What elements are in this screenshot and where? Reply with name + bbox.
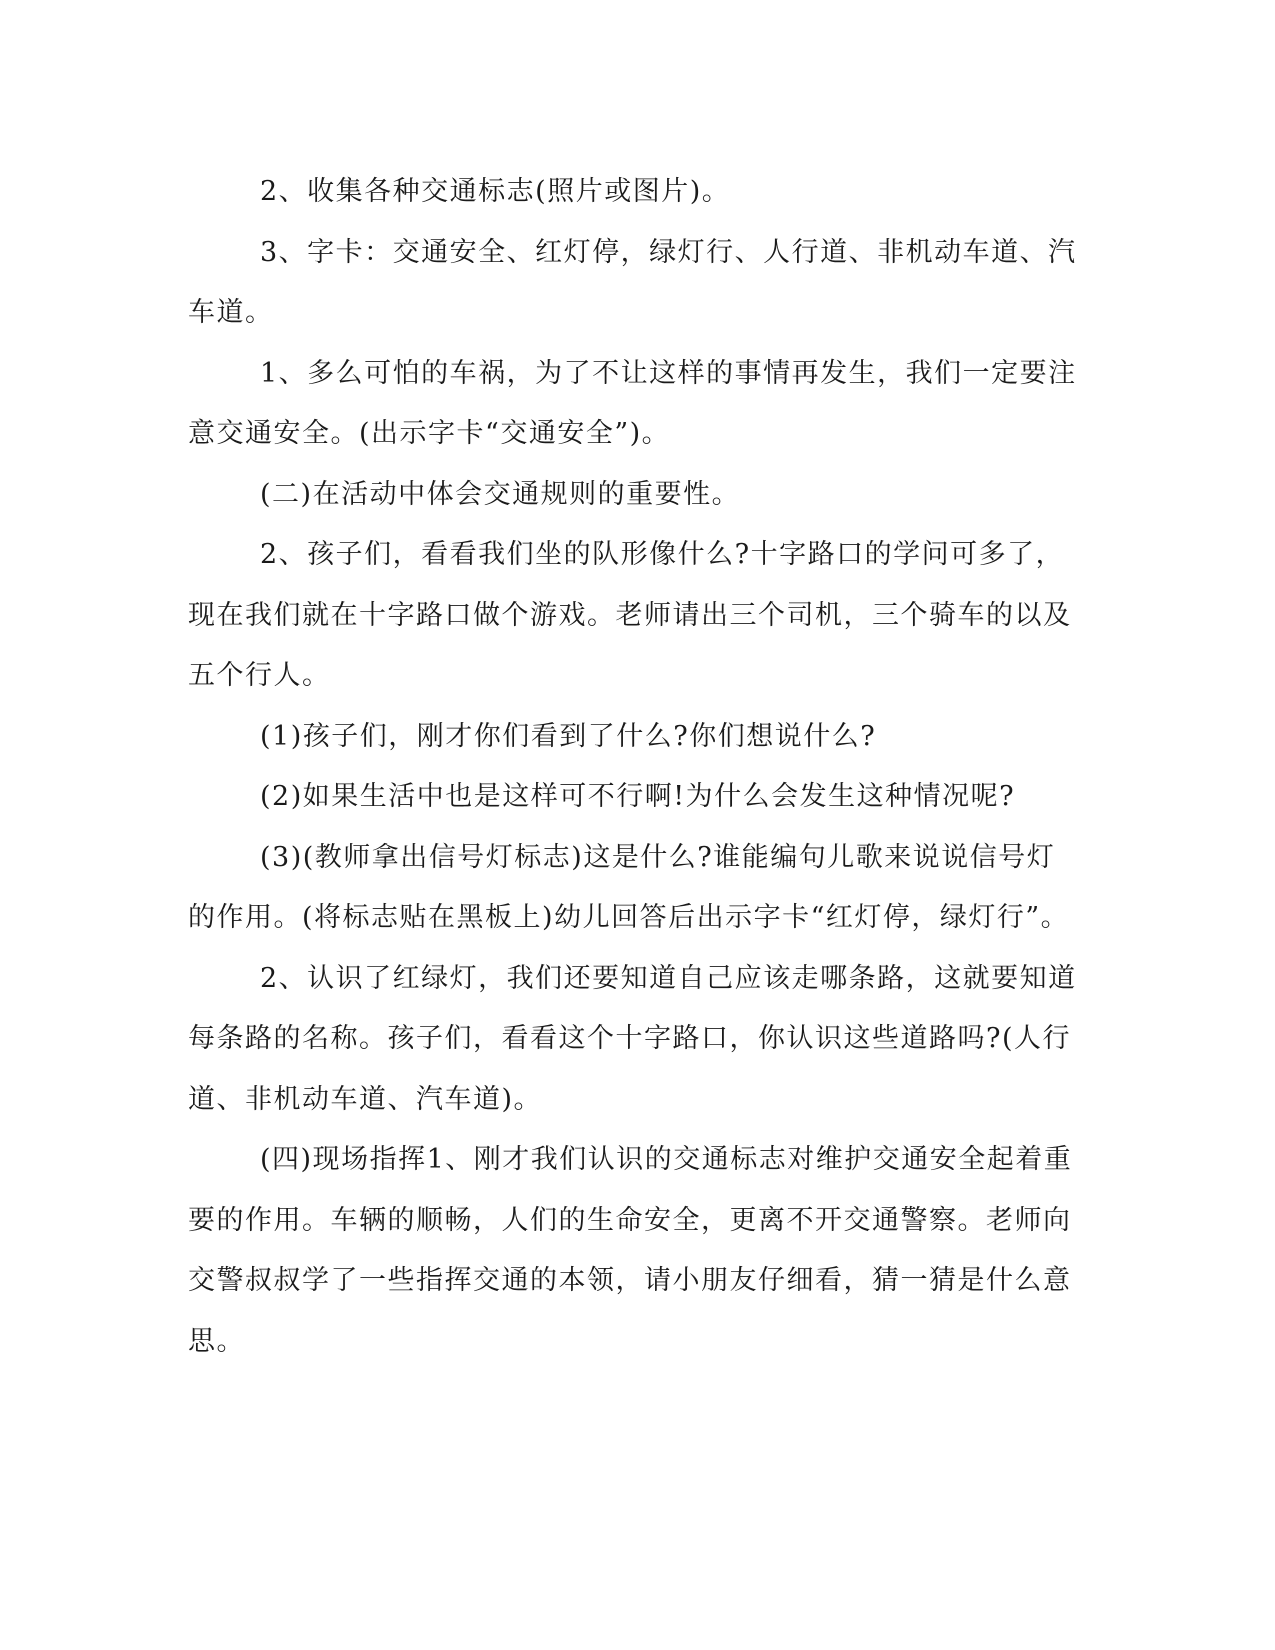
- paragraph-3: 1、多么可怕的车祸，为了不让这样的事情再发生，我们一定要注意交通安全。(出示字卡“交通安全”)。: [188, 357, 1077, 449]
- paragraph-6: (1)孩子们，刚才你们看到了什么?你们想说什么?: [260, 720, 877, 752]
- paragraph-8: (3)(教师拿出信号灯标志)这是什么?谁能编句儿歌来说说信号灯的作用。(将标志贴在黑板上)幼儿回答后出示字卡“红灯停，绿灯行”。: [188, 841, 1070, 933]
- paragraph-7: (2)如果生活中也是这样可不行啊!为什么会发生这种情况呢?: [260, 781, 1016, 812]
- paragraph-4: (二)在活动中体会交通规则的重要性。: [260, 478, 741, 510]
- paragraph-2: 3、字卡：交通安全、红灯停，绿灯行、人行道、非机动车道、汽车道。: [188, 236, 1077, 328]
- paragraph-9: 2、认识了红绿灯，我们还要知道自己应该走哪条路，这就要知道每条路的名称。孩子们，看看这个十字路口，你认识这些道路吗?(人行道、非机动车道、汽车道)。: [188, 962, 1077, 1115]
- document-body: [188, 162, 1080, 1372]
- paragraph-1: 2、收集各种交通标志(照片或图片)。: [260, 176, 731, 207]
- paragraph-10: (四)现场指挥1、刚才我们认识的交通标志对维护交通安全起着重要的作用。车辆的顺畅，人们的生命安全，更离不开交通警察。老师向交警叔叔学了一些指挥交通的本领，请小朋友仔细看，猜一猜是什么意思。: [188, 1144, 1073, 1357]
- paragraph-5: 2、孩子们，看看我们坐的队形像什么?十字路口的学问可多了，现在我们就在十字路口做个游戏。老师请出三个司机，三个骑车的以及五个行人。: [188, 539, 1072, 691]
